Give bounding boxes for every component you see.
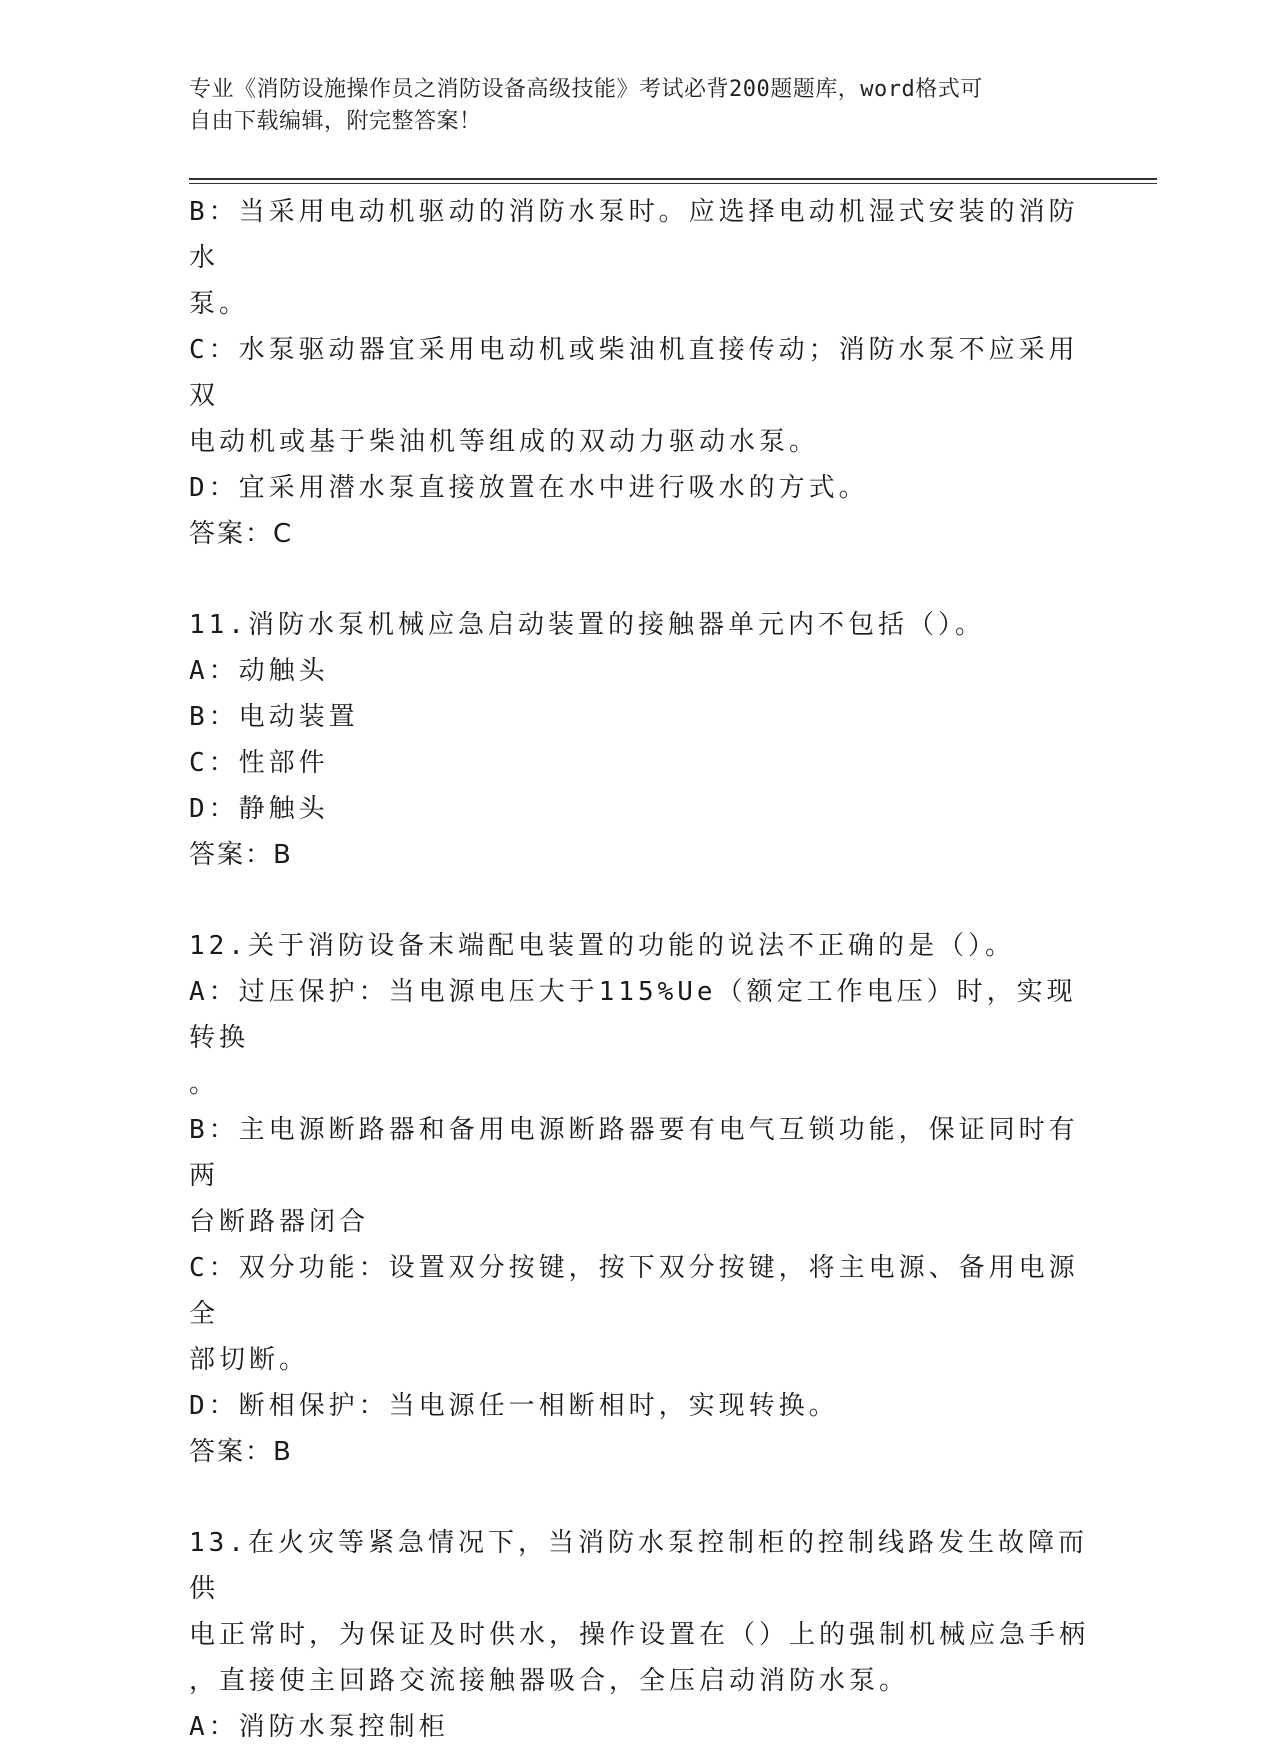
q11-option-c: C：性部件	[189, 748, 329, 778]
q13-question-line-3: ，直接使主回路交流接触器吸合，全压启动消防水泵。	[189, 1666, 910, 1696]
q12-option-a-line-2: 。	[189, 1069, 220, 1099]
q10-option-c-line-2: 电动机或基于柴油机等组成的双动力驱动水泵。	[189, 427, 820, 457]
q13-option-a: A：消防水泵控制柜	[189, 1712, 449, 1742]
question-content	[189, 189, 1089, 1750]
q11-option-b: B：电动装置	[189, 702, 359, 732]
q12-option-a-line-1: A：过压保护：当电源电压大于115%Ue（额定工作电压）时，实现转换	[189, 977, 1077, 1053]
q13-question-line-1: 13.在火灾等紧急情况下，当消防水泵控制柜的控制线路发生故障而供	[189, 1528, 1088, 1604]
header-divider-thin	[189, 183, 1157, 184]
q10-option-b-line-1: B：当采用电动机驱动的消防水泵时。应选择电动机湿式安装的消防水	[189, 197, 1079, 273]
q10-option-b-line-2: 泵。	[189, 289, 250, 319]
q12-answer: 答案：B	[189, 1437, 293, 1467]
q12-question: 12.关于消防设备末端配电装置的功能的说法不正确的是（）。	[189, 931, 1015, 961]
question-spacer	[189, 557, 1089, 602]
q11-option-a: A：动触头	[189, 656, 329, 686]
q10-option-d: D：宜采用潜水泵直接放置在水中进行吸水的方式。	[189, 473, 869, 503]
q10-option-c-line-1: C：水泵驱动器宜采用电动机或柴油机直接传动；消防水泵不应采用双	[189, 335, 1079, 411]
q11-answer: 答案：B	[189, 840, 293, 870]
question-10-block	[189, 189, 1089, 557]
question-spacer	[189, 1475, 1089, 1520]
q12-option-c-line-1: C：双分功能：设置双分按键，按下双分按键，将主电源、备用电源全	[189, 1253, 1079, 1329]
header-title-line-2: 自由下载编辑，附完整答案！	[189, 109, 482, 134]
q11-option-d: D：静触头	[189, 794, 329, 824]
q12-option-c-line-2: 部切断。	[189, 1345, 310, 1375]
question-12-block	[189, 923, 1089, 1475]
q10-answer: 答案：C	[189, 519, 294, 549]
question-spacer	[189, 878, 1089, 923]
q11-question: 11.消防水泵机械应急启动装置的接触器单元内不包括（）。	[189, 610, 985, 640]
header-title-line-1: 专业《消防设施操作员之消防设备高级技能》考试必背200题题库，word格式可	[189, 77, 983, 102]
header-divider-thick	[189, 178, 1157, 180]
q12-option-b-line-1: B：主电源断路器和备用电源断路器要有电气互锁功能，保证同时有两	[189, 1115, 1079, 1191]
question-11-block	[189, 602, 1089, 878]
q12-option-d: D：断相保护：当电源任一相断相时，实现转换。	[189, 1391, 839, 1421]
q12-option-b-line-2: 台断路器闭合	[189, 1207, 370, 1237]
document-header	[189, 74, 1089, 138]
q13-question-line-2: 电正常时，为保证及时供水，操作设置在（）上的强制机械应急手柄	[189, 1620, 1090, 1650]
question-13-block	[189, 1520, 1089, 1750]
